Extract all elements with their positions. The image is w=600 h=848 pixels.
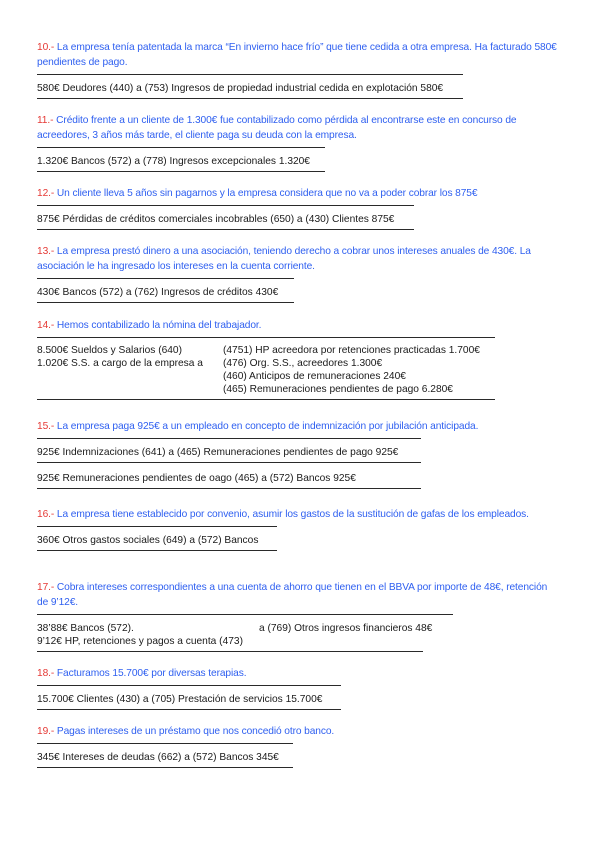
debit-line: 1.020€ S.S. a cargo de la empresa a [37, 358, 203, 369]
question-text: La empresa paga 925€ a un empleado en concepto de indemnización por jubilación anticipada. [56, 421, 479, 432]
exercise-number: 17.- [37, 582, 55, 593]
interest-entry [37, 622, 557, 648]
question-text: La empresa tenía patentada la marca “En invierno hace frío” que tiene cedida a otra empresa. Ha facturado 580€ pendientes de pago. [37, 42, 557, 68]
exercise-10 [37, 40, 557, 99]
divider [37, 147, 325, 148]
divider [37, 302, 294, 303]
debit-line: 38’88€ Bancos (572). [37, 623, 134, 634]
divider [37, 651, 423, 652]
divider [37, 462, 421, 463]
divider [37, 550, 277, 551]
divider [37, 614, 453, 615]
exercise-question [37, 666, 557, 681]
debit-line: 8.500€ Sueldos y Salarios (640) [37, 345, 182, 356]
question-text: Cobra intereses correspondientes a una cuenta de ahorro que tienen en el BBVA por importe de 48€, retención de 9’12€. [37, 582, 548, 608]
exercise-question [37, 507, 557, 522]
journal-entry: 1.320€ Bancos (572) a (778) Ingresos excepcionales 1.320€ [37, 156, 310, 167]
divider [37, 743, 293, 744]
exercise-19 [37, 724, 557, 768]
exercise-number: 13.- [37, 246, 55, 257]
question-text: Crédito frente a un cliente de 1.300€ fue contabilizado como pérdida al encontrarse este en concurso de acreedores, 3 años más tarde, el cliente paga su deuda con la empresa. [37, 115, 517, 141]
exercise-18 [37, 666, 557, 710]
journal-entry: 360€ Otros gastos sociales (649) a (572) Bancos [37, 535, 259, 546]
exercise-question [37, 724, 557, 739]
debit-line: 9’12€ HP, retenciones y pagos a cuenta (473) [37, 636, 243, 647]
exercise-number: 12.- [37, 188, 55, 199]
divider [37, 74, 463, 75]
exercise-13 [37, 244, 557, 303]
divider [37, 709, 341, 710]
exercise-question [37, 318, 557, 333]
exercise-16 [37, 507, 557, 551]
exercise-question [37, 113, 557, 143]
journal-entry: 345€ Intereses de deudas (662) a (572) Bancos 345€ [37, 752, 279, 763]
divider [37, 171, 325, 172]
payroll-entry [37, 344, 557, 396]
exercise-question [37, 186, 557, 201]
exercise-question [37, 40, 557, 70]
divider [37, 229, 414, 230]
question-text: Facturamos 15.700€ por diversas terapias. [56, 668, 247, 679]
exercise-number: 18.- [37, 668, 55, 679]
divider [37, 526, 277, 527]
credit-line: (460) Anticipos de remuneraciones 240€ [223, 371, 406, 382]
exercise-15 [37, 419, 557, 489]
exercise-17 [37, 580, 557, 652]
credit-line: (476) Org. S.S., acreedores 1.300€ [223, 358, 383, 369]
journal-entry: 430€ Bancos (572) a (762) Ingresos de créditos 430€ [37, 287, 279, 298]
divider [37, 767, 293, 768]
exercise-12 [37, 186, 557, 230]
exercise-number: 15.- [37, 421, 55, 432]
exercise-number: 11.- [37, 115, 54, 126]
divider [37, 685, 341, 686]
exercise-question [37, 580, 557, 610]
question-text: Pagas intereses de un préstamo que nos concedió otro banco. [56, 726, 335, 737]
journal-entry: 925€ Indemnizaciones (641) a (465) Remuneraciones pendientes de pago 925€ [37, 447, 399, 458]
divider [37, 488, 421, 489]
exercise-number: 14.- [37, 320, 55, 331]
credit-line: (4751) HP acreedora por retenciones practicadas 1.700€ [223, 345, 480, 356]
divider [37, 399, 495, 400]
journal-entry: 875€ Pérdidas de créditos comerciales incobrables (650) a (430) Clientes 875€ [37, 214, 395, 225]
divider [37, 337, 495, 338]
journal-entry: 925€ Remuneraciones pendientes de oago (465) a (572) Bancos 925€ [37, 473, 356, 484]
divider [37, 205, 414, 206]
credit-line: a (769) Otros ingresos financieros 48€ [259, 623, 433, 634]
question-text: La empresa prestó dinero a una asociación, teniendo derecho a cobrar unos intereses anuales de 430€. La asociación le ha ingresado los intereses en la cuenta corriente. [37, 246, 531, 272]
exercise-number: 16.- [37, 509, 55, 520]
exercise-11 [37, 113, 557, 172]
journal-entry: 15.700€ Clientes (430) a (705) Prestación de servicios 15.700€ [37, 694, 323, 705]
exercise-number: 19.- [37, 726, 55, 737]
question-text: Hemos contabilizado la nómina del trabajador. [56, 320, 262, 331]
question-text: Un cliente lleva 5 años sin pagarnos y la empresa considera que no va a poder cobrar los 875€ [56, 188, 478, 199]
question-text: La empresa tiene establecido por convenio, asumir los gastos de la sustitución de gafas de los empleados. [56, 509, 529, 520]
exercise-number: 10.- [37, 42, 55, 53]
divider [37, 438, 421, 439]
exercise-14 [37, 318, 557, 400]
exercise-question [37, 244, 557, 274]
credit-line: (465) Remuneraciones pendientes de pago 6.280€ [223, 384, 453, 395]
exercise-question [37, 419, 557, 434]
journal-entry: 580€ Deudores (440) a (753) Ingresos de propiedad industrial cedida en explotación 580€ [37, 83, 444, 94]
divider [37, 278, 294, 279]
divider [37, 98, 463, 99]
